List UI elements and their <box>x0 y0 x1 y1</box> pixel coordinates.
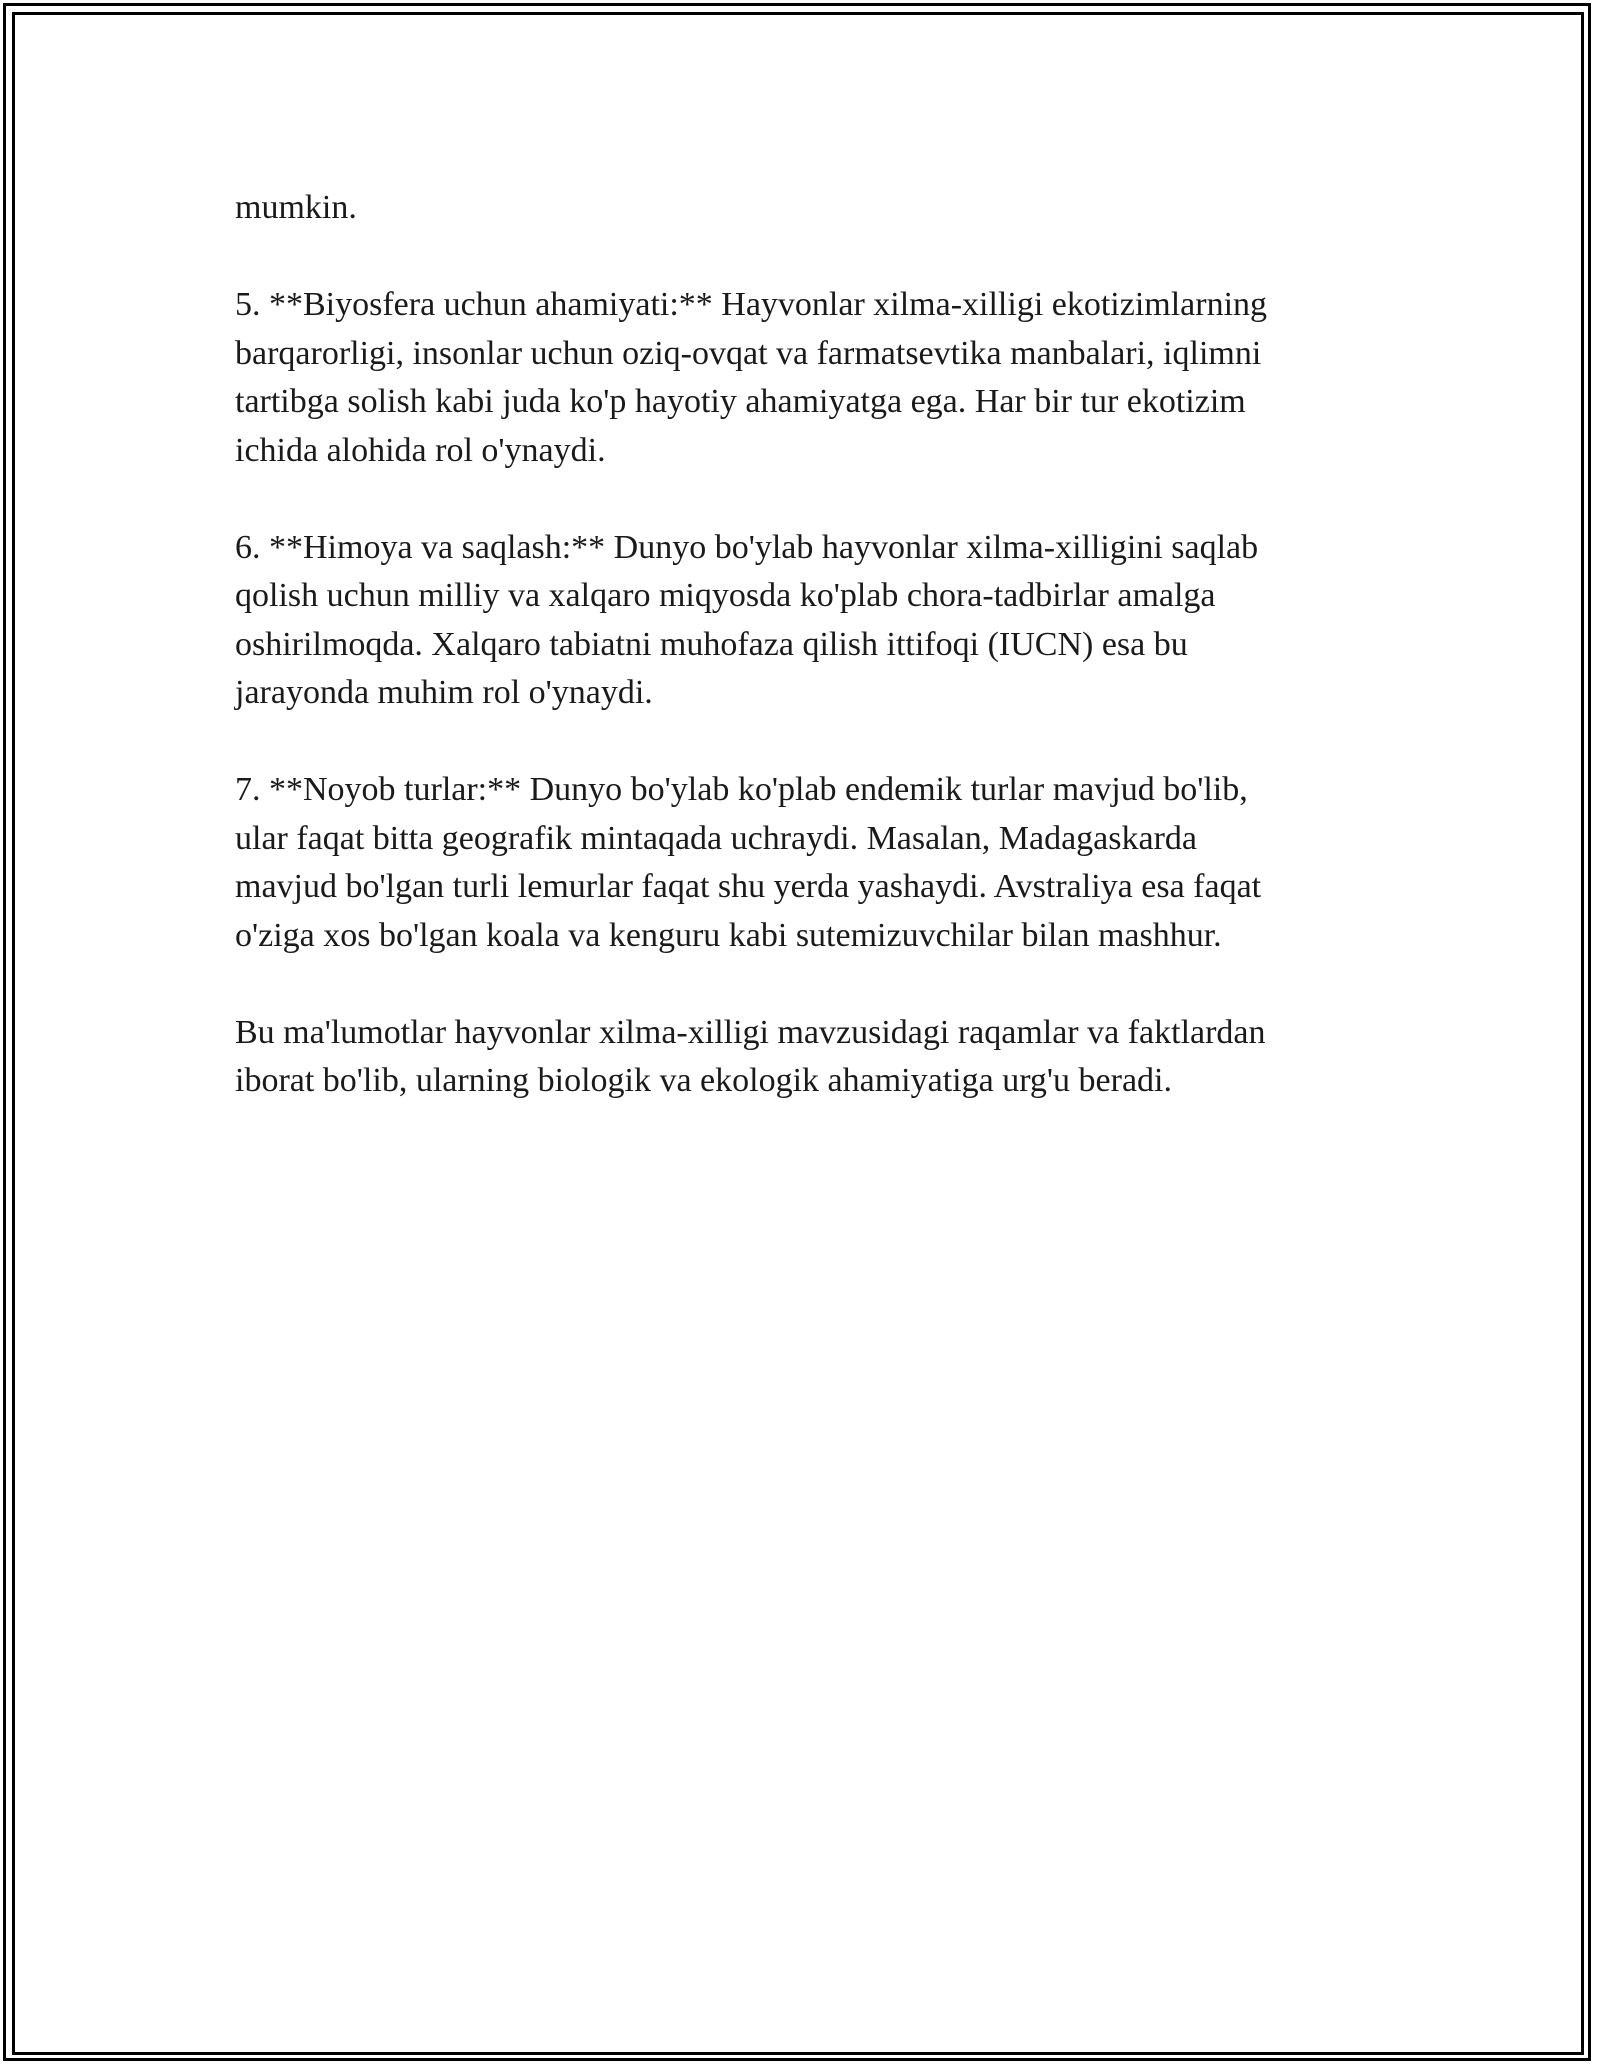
paragraph-continuation: mumkin. <box>235 189 357 226</box>
paragraph-protection: 6. **Himoya va saqlash:** Dunyo bo'ylab hayvonlar xilma-xilligini saqlab qolish uchun milliy va xalqaro miqyosda ko'plab chora-tadbirlar amalga oshirilmoqda. Xalqaro tabiatni muhofaza qilish ittifoqi (IUCN) esa bu jarayonda muhim rol o'ynaydi. <box>235 528 1259 711</box>
paragraph-conclusion: Bu ma'lumotlar hayvonlar xilma-xilligi mavzusidagi raqamlar va faktlardan iborat bo'lib, ularning biologik va ekologik ahamiyatiga urg'u beradi. <box>235 1013 1266 1099</box>
document-body <box>235 184 1365 1154</box>
paragraph-rare-species: 7. **Noyob turlar:** Dunyo bo'ylab ko'plab endemik turlar mavjud bo'lib, ular faqat bitta geografik mintaqada uchraydi. Masalan, Madagaskarda mavjud bo'lgan turli lemurlar faqat shu yerda yashaydi. Avstraliya esa faqat o'ziga xos bo'lgan koala va kenguru kabi sutemizuvchilar bilan mashhur. <box>235 771 1262 954</box>
paragraph-biosphere-importance: 5. **Biyosfera uchun ahamiyati:** Hayvonlar xilma-xilligi ekotizimlarning barqarorligi, insonlar uchun oziq-ovqat va farmatsevtika manbalari, iqlimni tartibga solish kabi juda ko'p hayotiy ahamiyatga ega. Har bir tur ekotizim ichida alohida rol o'ynaydi. <box>235 286 1268 469</box>
